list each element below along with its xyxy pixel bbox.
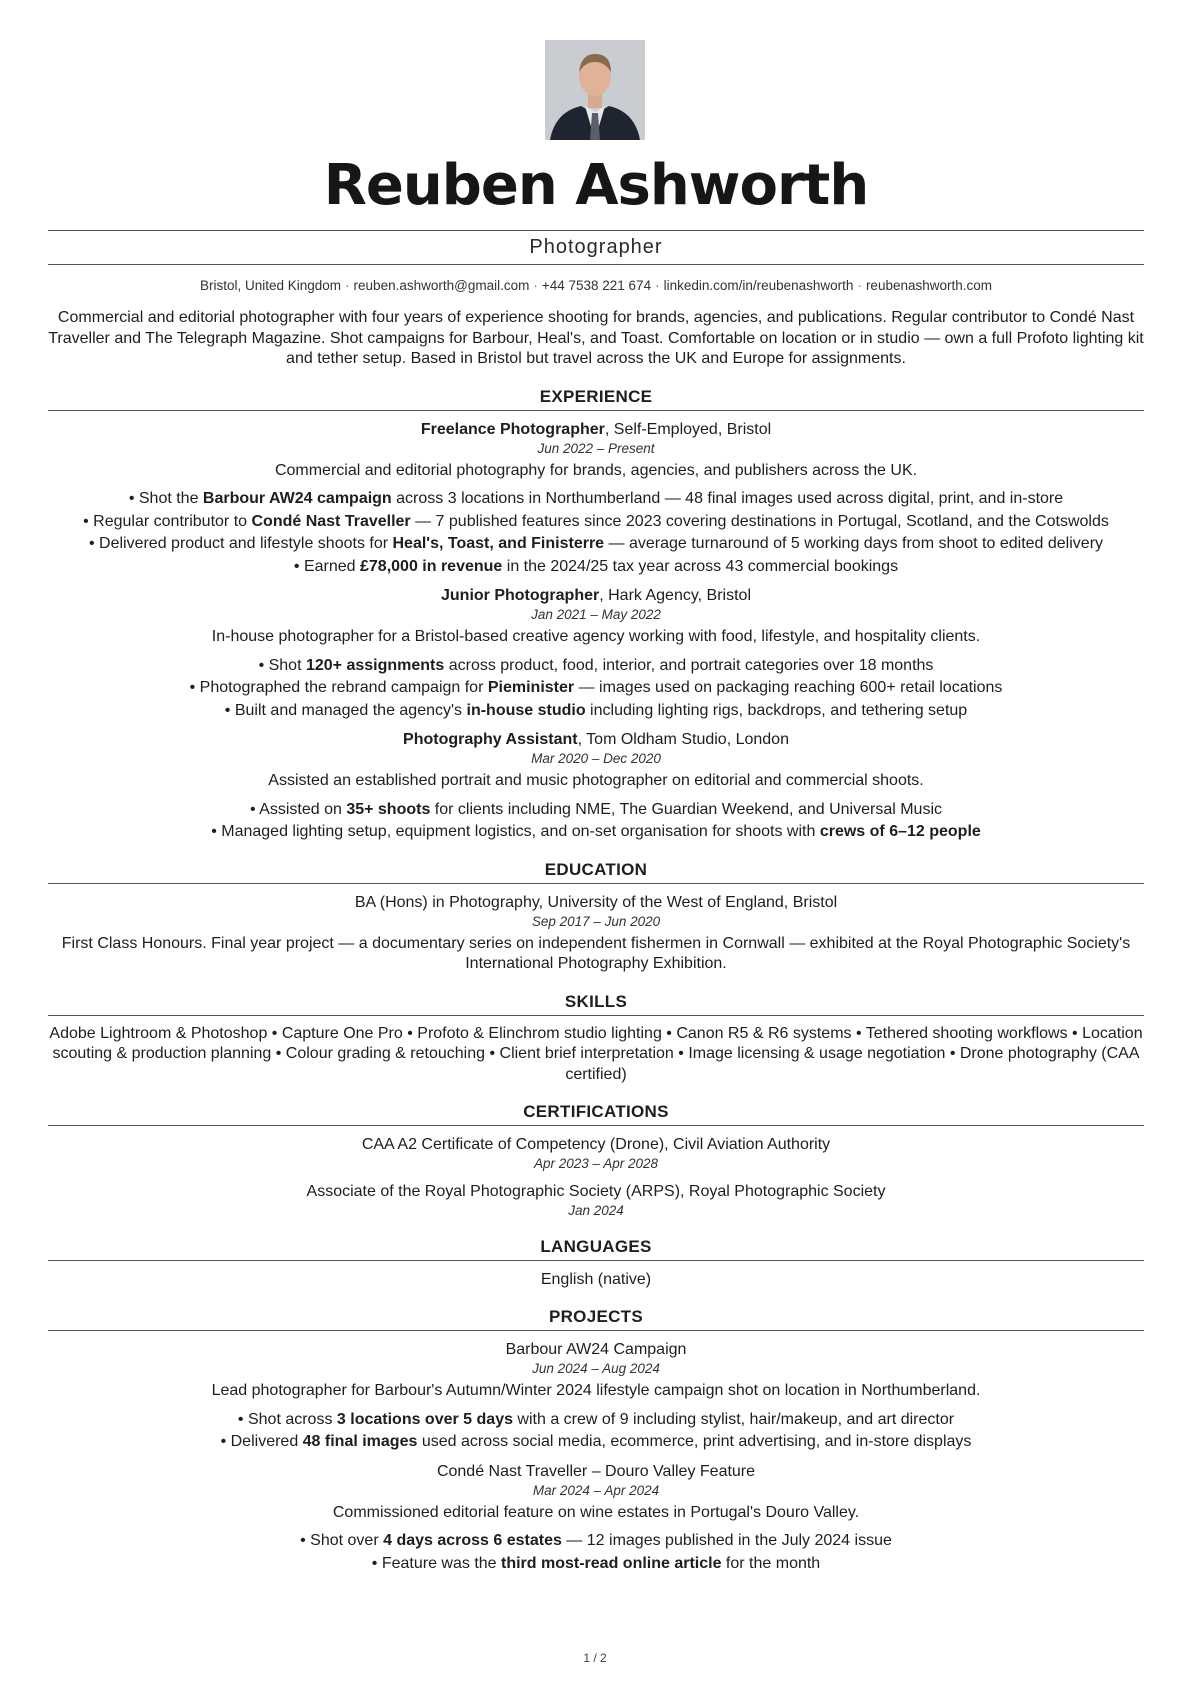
bullet-item: • Shot across 3 locations over 5 days with a crew of 9 including stylist, hair/makeup, and art director — [48, 1410, 1144, 1431]
bullet-item: • Built and managed the agency's in-house studio including lighting rigs, backdrops, and tethering setup — [48, 701, 1144, 722]
experience-heading: EXPERIENCE — [48, 386, 1144, 411]
bullet-item: • Delivered 48 final images used across social media, ecommerce, print advertising, and in-store displays — [48, 1432, 1144, 1453]
entry-bullets — [48, 1531, 1144, 1574]
entry-description: Assisted an established portrait and music photographer on editorial and commercial shoots. — [268, 772, 924, 789]
entry-description: In-house photographer for a Bristol-based creative agency working with food, lifestyle, and hospitality clients. — [211, 628, 981, 645]
entry-org: , Self-Employed, Bristol — [604, 420, 772, 438]
experience-entry — [48, 419, 1144, 578]
project-entry — [48, 1339, 1144, 1453]
project-title: Barbour AW24 Campaign — [505, 1341, 687, 1358]
contact-phone[interactable]: +44 7538 221 674 — [541, 278, 652, 293]
project-entry — [48, 1461, 1144, 1575]
entry-bullets — [48, 656, 1144, 722]
entry-description: Commercial and editorial photography for brands, agencies, and publishers across the UK. — [274, 461, 918, 479]
project-title: Condé Nast Traveller – Douro Valley Feature — [436, 1462, 756, 1480]
languages-heading: LANGUAGES — [48, 1236, 1144, 1261]
entry-bullets — [48, 800, 1144, 843]
entry-title — [48, 419, 1144, 440]
education-heading: EDUCATION — [48, 859, 1144, 884]
education-entry — [48, 892, 1144, 975]
entry-date: Apr 2023 – Apr 2028 — [533, 1156, 659, 1171]
entry-date: Mar 2020 – Dec 2020 — [531, 751, 661, 766]
job-title: Photographer — [529, 236, 663, 258]
bullet-item: • Shot the Barbour AW24 campaign across 3 locations in Northumberland — 48 final images used across digital, print, and in-store — [48, 489, 1144, 510]
bullet-item: • Earned £78,000 in revenue in the 2024/25 tax year across 43 commercial bookings — [48, 557, 1144, 578]
entry-date: Mar 2024 – Apr 2024 — [532, 1482, 660, 1498]
entry-title — [48, 729, 1144, 750]
bullet-item: • Regular contributor to Condé Nast Traveller — 7 published features since 2023 covering destinations in Portugal, Scotland, and the Cotswolds — [48, 512, 1144, 533]
entry-bullets — [48, 489, 1144, 577]
resume-body — [48, 308, 1144, 1576]
contact-email[interactable]: reuben.ashworth@gmail.com — [353, 278, 530, 293]
bullet-item: • Shot 120+ assignments across product, food, interior, and portrait categories over 18 months — [48, 656, 1144, 677]
certification-entry — [48, 1181, 1144, 1220]
certifications-heading: CERTIFICATIONS — [48, 1101, 1144, 1126]
experience-entry — [48, 585, 1144, 721]
bullet-item: • Feature was the third most-read online article for the month — [48, 1554, 1144, 1575]
entry-role: Freelance Photographer — [420, 420, 605, 438]
certification-title: CAA A2 Certificate of Competency (Drone), Civil Aviation Authority — [361, 1136, 831, 1153]
education-degree: BA (Hons) in Photography, University of the West of England, Bristol — [354, 893, 838, 911]
entry-title — [48, 585, 1144, 606]
language-item: English (native) — [540, 1271, 652, 1288]
candidate-name: Reuben Ashworth — [323, 153, 869, 218]
contact-website[interactable]: reubenashworth.com — [865, 278, 993, 293]
entry-role: Photography Assistant — [403, 731, 578, 748]
certification-entry — [48, 1134, 1144, 1173]
entry-date: Jun 2022 – Present — [537, 440, 655, 456]
entry-date: Jan 2021 – May 2022 — [531, 607, 661, 622]
contact-separator: · — [345, 278, 350, 293]
title-divider — [48, 264, 1144, 265]
experience-entry — [48, 729, 1144, 843]
contact-separator: · — [655, 278, 660, 293]
project-description: Lead photographer for Barbour's Autumn/Winter 2024 lifestyle campaign shot on location in Northumberland. — [211, 1382, 981, 1399]
contact-linkedin[interactable]: linkedin.com/in/reubenashworth — [663, 278, 854, 293]
entry-org: , Hark Agency, Bristol — [599, 587, 751, 604]
skills-list: Adobe Lightroom & Photoshop • Capture One Pro • Profoto & Elinchrom studio lighting • Canon R5 & R6 systems • Tethered shooting workflows • Location scouting & production planning • Colour grading & retouching • Client brief interpretation • Image licensing & usage negotiation • Drone photography (CAA certified) — [49, 1024, 1143, 1083]
entry-role: Junior Photographer — [441, 587, 600, 604]
bullet-item: • Delivered product and lifestyle shoots for Heal's, Toast, and Finisterre — average turnaround of 5 working days from shoot to edited delivery — [48, 534, 1144, 555]
projects-heading: PROJECTS — [48, 1306, 1144, 1331]
skills-heading: SKILLS — [48, 991, 1144, 1016]
certification-title: Associate of the Royal Photographic Society (ARPS), Royal Photographic Society — [306, 1183, 886, 1200]
professional-summary: Commercial and editorial photographer with four years of experience shooting for brands, agencies, and publications. Regular contributor to Condé Nast Traveller and The Telegraph Magazine. Shot campaigns for Barbour, Heal's, and Toast. Comfortable on location or in studio — own a full Profoto lighting kit and tether setup. Based in Bristol but travel across the UK and Europe for assignments. — [48, 309, 1144, 367]
contact-separator: · — [533, 278, 538, 293]
bullet-item: • Assisted on 35+ shoots for clients including NME, The Guardian Weekend, and Universal Music — [48, 800, 1144, 821]
page-number: 1 / 2 — [583, 1651, 607, 1665]
profile-photo — [545, 40, 645, 140]
bullet-item: • Managed lighting setup, equipment logistics, and on-set organisation for shoots with crews of 6–12 people — [48, 822, 1144, 843]
contact-location: Bristol, United Kingdom — [199, 278, 342, 293]
entry-org: , Tom Oldham Studio, London — [577, 731, 789, 748]
education-description: First Class Honours. Final year project — a documentary series on independent fishermen in Cornwall — exhibited at the Royal Photographic Society's International Photography Exhibition. — [61, 934, 1131, 972]
language-entry — [48, 1269, 1144, 1290]
entry-bullets — [48, 1410, 1144, 1453]
entry-date: Jun 2024 – Aug 2024 — [532, 1361, 660, 1376]
project-description: Commissioned editorial feature on wine estates in Portugal's Douro Valley. — [332, 1503, 860, 1521]
bullet-item: • Photographed the rebrand campaign for Pieminister — images used on packaging reaching 600+ retail locations — [48, 678, 1144, 699]
contact-separator: · — [857, 278, 862, 293]
bullet-item: • Shot over 4 days across 6 estates — 12 images published in the July 2024 issue — [48, 1531, 1144, 1552]
contact-line — [48, 277, 1144, 295]
name-divider — [48, 230, 1144, 231]
entry-date: Jan 2024 — [568, 1203, 624, 1218]
entry-date: Sep 2017 – Jun 2020 — [531, 913, 661, 929]
